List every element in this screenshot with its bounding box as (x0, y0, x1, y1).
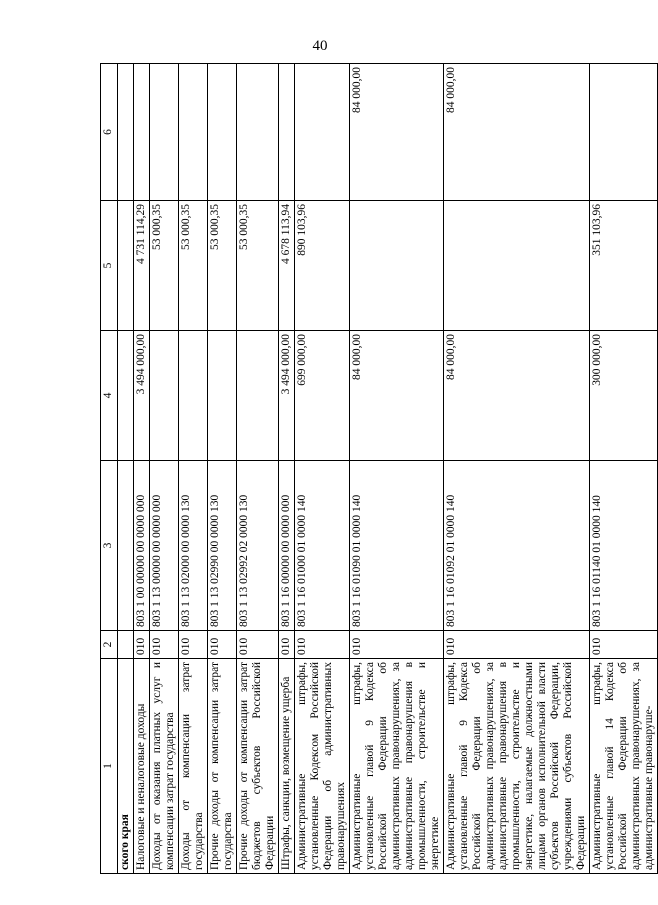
row-amount-col5 (118, 201, 134, 331)
row-kbk-cell: 803 1 13 00000 00 0000 000 (150, 461, 179, 631)
table-row (590, 64, 658, 874)
section-row (118, 64, 134, 874)
row-amount-col4: 84 000,00 (350, 331, 444, 461)
row-amount-col6 (279, 64, 295, 201)
row-amount-col4 (208, 331, 237, 461)
row-amount-col4: 300 000,00 (590, 331, 658, 461)
row-amount-col5 (350, 201, 444, 331)
row-name-cell: Административные штрафы, установленные главой 14 Кодекса Российской Федерации об административных правонарушениях, за административные правонаруше- (590, 659, 658, 874)
table-row (279, 64, 295, 874)
table-row (150, 64, 179, 874)
rotated-table-container (100, 64, 655, 874)
table-row (237, 64, 279, 874)
column-header: 4 (101, 331, 118, 461)
row-amount-col5: 53 000,35 (208, 201, 237, 331)
row-amount-col5: 53 000,35 (179, 201, 208, 331)
column-header: 3 (101, 461, 118, 631)
row-amount-col5: 53 000,35 (150, 201, 179, 331)
row-amount-col6 (134, 64, 150, 201)
row-code-cell: 010 (237, 631, 279, 659)
table-row (444, 64, 590, 874)
table-row (350, 64, 444, 874)
row-amount-col4 (150, 331, 179, 461)
row-amount-col4 (237, 331, 279, 461)
page-number: 40 (312, 38, 328, 54)
row-name-cell: Доходы от оказания платных услуг и компенсации затрат государства (150, 659, 179, 874)
column-header: 2 (101, 631, 118, 659)
row-kbk-cell: 803 1 00 00000 00 0000 000 (134, 461, 150, 631)
row-amount-col4: 699 000,00 (295, 331, 350, 461)
row-kbk-cell: 803 1 16 01000 01 0000 140 (295, 461, 350, 631)
row-code-cell: 010 (179, 631, 208, 659)
row-amount-col4: 3 494 000,00 (134, 331, 150, 461)
row-amount-col4 (118, 331, 134, 461)
row-amount-col6 (295, 64, 350, 201)
row-amount-col6 (208, 64, 237, 201)
row-name-cell: Административные штрафы, установленные главой 9 Кодекса Российской Федерации об административных правонарушениях, за административные правонарушения в промышленности, строительстве и энергетике (350, 659, 444, 874)
row-amount-col6 (150, 64, 179, 201)
row-kbk-cell: 803 1 13 02992 02 0000 130 (237, 461, 279, 631)
column-header: 5 (101, 201, 118, 331)
row-kbk-cell: 803 1 13 02990 00 0000 130 (208, 461, 237, 631)
row-name-cell: ского края (118, 659, 134, 874)
row-amount-col5: 351 103,96 (590, 201, 658, 331)
row-name-cell: Прочие доходы от компенсации затрат государства (208, 659, 237, 874)
row-kbk-cell: 803 1 13 02000 00 0000 130 (179, 461, 208, 631)
row-code-cell (118, 631, 134, 659)
row-code-cell: 010 (208, 631, 237, 659)
row-code-cell: 010 (444, 631, 590, 659)
row-name-cell: Налоговые и неналоговые доходы (134, 659, 150, 874)
column-header: 1 (101, 659, 118, 874)
table-row (134, 64, 150, 874)
row-kbk-cell: 803 1 16 01140 01 0000 140 (590, 461, 658, 631)
row-code-cell: 010 (150, 631, 179, 659)
row-code-cell: 010 (350, 631, 444, 659)
row-amount-col6 (118, 64, 134, 201)
table-row (295, 64, 350, 874)
row-amount-col5 (444, 201, 590, 331)
budget-table (100, 63, 658, 874)
row-kbk-cell (118, 461, 134, 631)
row-amount-col6 (590, 64, 658, 201)
column-number-row (101, 64, 118, 874)
row-name-cell: Доходы от компенсации затрат государства (179, 659, 208, 874)
row-amount-col6 (179, 64, 208, 201)
column-header: 6 (101, 64, 118, 201)
row-amount-col5: 53 000,35 (237, 201, 279, 331)
row-amount-col5: 4 678 113,94 (279, 201, 295, 331)
row-code-cell: 010 (590, 631, 658, 659)
table-row (208, 64, 237, 874)
row-code-cell: 010 (279, 631, 295, 659)
row-amount-col6: 84 000,00 (350, 64, 444, 201)
row-amount-col4 (179, 331, 208, 461)
row-amount-col5: 4 731 114,29 (134, 201, 150, 331)
row-name-cell: Административные штрафы, установленные главой 9 Кодекса Российской Федерации об административных правонарушениях, за административные правонарушения в промышленности, строительстве и энергетике, налагаемые должностными лицами органов исполнительной власти субъектов Российской Федерации, учреждениями субъектов Российской Федерации (444, 659, 590, 874)
row-amount-col4: 3 494 000,00 (279, 331, 295, 461)
table-row (179, 64, 208, 874)
row-amount-col5: 890 103,96 (295, 201, 350, 331)
row-amount-col6 (237, 64, 279, 201)
row-kbk-cell: 803 1 16 01090 01 0000 140 (350, 461, 444, 631)
row-name-cell: Штрафы, санкции, возмещение ущерба (279, 659, 295, 874)
row-kbk-cell: 803 1 16 00000 00 0000 000 (279, 461, 295, 631)
row-amount-col6: 84 000,00 (444, 64, 590, 201)
row-name-cell: Прочие доходы от компенсации затрат бюджетов субъектов Российской Федерации (237, 659, 279, 874)
row-code-cell: 010 (134, 631, 150, 659)
row-name-cell: Административные штрафы, установленные Кодексом Российской Федерации об административных правонарушениях (295, 659, 350, 874)
row-amount-col4: 84 000,00 (444, 331, 590, 461)
row-code-cell: 010 (295, 631, 350, 659)
row-kbk-cell: 803 1 16 01092 01 0000 140 (444, 461, 590, 631)
